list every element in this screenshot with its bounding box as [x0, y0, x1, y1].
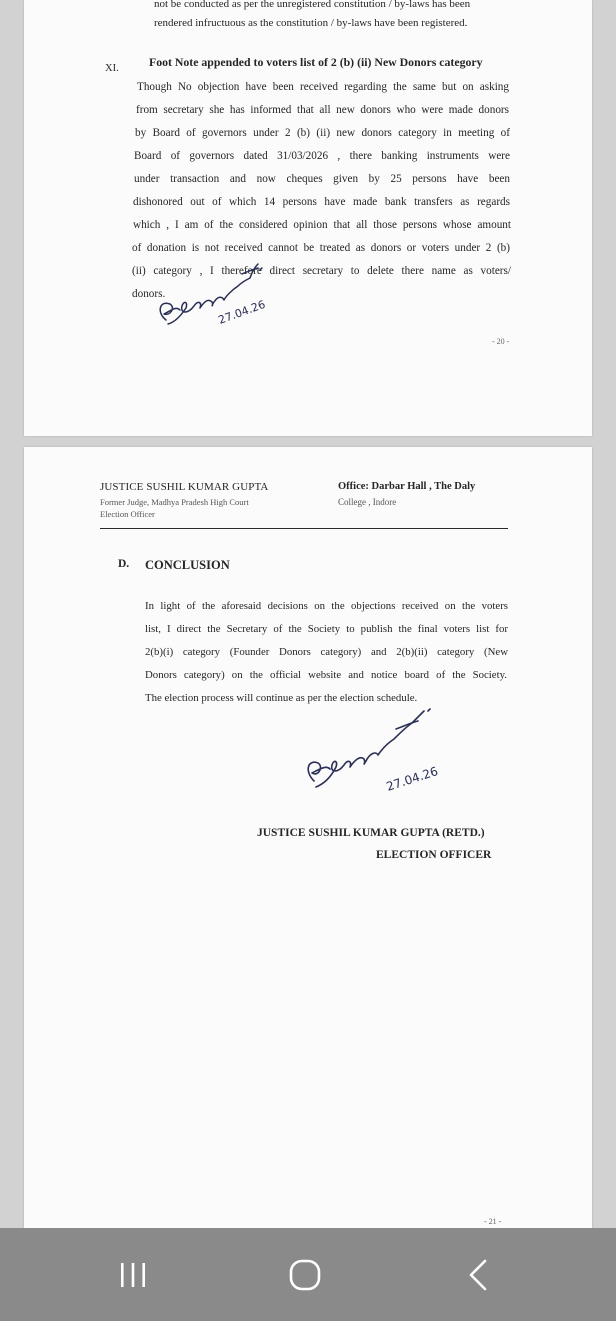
item-heading: Foot Note appended to voters list of 2 (b) (ii) New Donors category: [149, 55, 483, 69]
text-line: not be conducted as per the unregistered constitution / by-laws has been: [154, 0, 471, 10]
letterhead-office-address: College , Indore: [338, 497, 397, 507]
text-line: Though No objection have been received regarding the same but on asking: [137, 81, 509, 93]
text-line: which , I am of the considered opinion that all those persons whose amount: [133, 219, 511, 231]
back-button[interactable]: [448, 1250, 508, 1300]
signatory-title: ELECTION OFFICER: [376, 849, 492, 861]
back-icon: [463, 1258, 493, 1292]
text-line: by Board of governors under 2 (b) (ii) new donors category in meeting of: [135, 127, 510, 139]
letterhead-role: Election Officer: [100, 509, 155, 519]
letterhead-designation: Former Judge, Madhya Pradesh High Court: [100, 497, 249, 507]
text-line: donors.: [132, 288, 166, 300]
text-line: In light of the aforesaid decisions on the objections received on the voters: [145, 600, 508, 612]
signatory-name: JUSTICE SUSHIL KUMAR GUPTA (RETD.): [257, 827, 485, 839]
home-button[interactable]: [275, 1250, 335, 1300]
document-page-21: [24, 447, 592, 1247]
text-line: (ii) category , I therefore direct secretary to delete there name as voters/: [132, 265, 511, 277]
text-line: The election process will continue as per the election schedule.: [145, 692, 418, 704]
section-title: CONCLUSION: [145, 558, 230, 572]
text-line: Donors category) on the official website and notice board of the Society.: [145, 669, 507, 681]
recent-apps-button[interactable]: [103, 1250, 163, 1300]
handwritten-signature-21: [292, 705, 472, 795]
text-line: under transaction and now cheques given by 25 persons have been: [134, 173, 510, 185]
page-number: - 20 -: [492, 337, 510, 346]
recent-apps-icon: [116, 1260, 150, 1290]
item-number: XI.: [105, 63, 119, 74]
page-number: - 21 -: [484, 1217, 502, 1226]
document-page-20: [24, 0, 592, 436]
letterhead-name: JUSTICE SUSHIL KUMAR GUPTA: [100, 481, 269, 493]
text-line: of donation is not received cannot be treated as donors or voters under 2 (b): [132, 242, 510, 254]
letterhead-office: Office: Darbar Hall , The Daly: [338, 481, 476, 492]
handwritten-signature-20: [146, 250, 286, 340]
home-icon: [287, 1258, 323, 1292]
svg-text:27.04.26: 27.04.26: [384, 764, 440, 794]
system-navigation-bar: [0, 1228, 616, 1321]
header-divider: [100, 528, 508, 529]
text-line: dishonored out of which 14 persons have made bank transfers as regards: [133, 196, 510, 208]
section-letter: D.: [118, 558, 130, 570]
text-line: Board of governors dated 31/03/2026 , there banking instruments were: [134, 150, 510, 162]
svg-text:27.04.26: 27.04.26: [216, 297, 268, 327]
text-line: list, I direct the Secretary of the Society to publish the final voters list for: [145, 623, 508, 635]
text-line: from secretary she has informed that all new donors who were made donors: [136, 104, 509, 116]
text-line: 2(b)(i) category (Founder Donors category) and 2(b)(ii) category (New: [145, 646, 508, 658]
text-line: rendered infructuous as the constitution / by-laws have been registered.: [154, 17, 468, 29]
